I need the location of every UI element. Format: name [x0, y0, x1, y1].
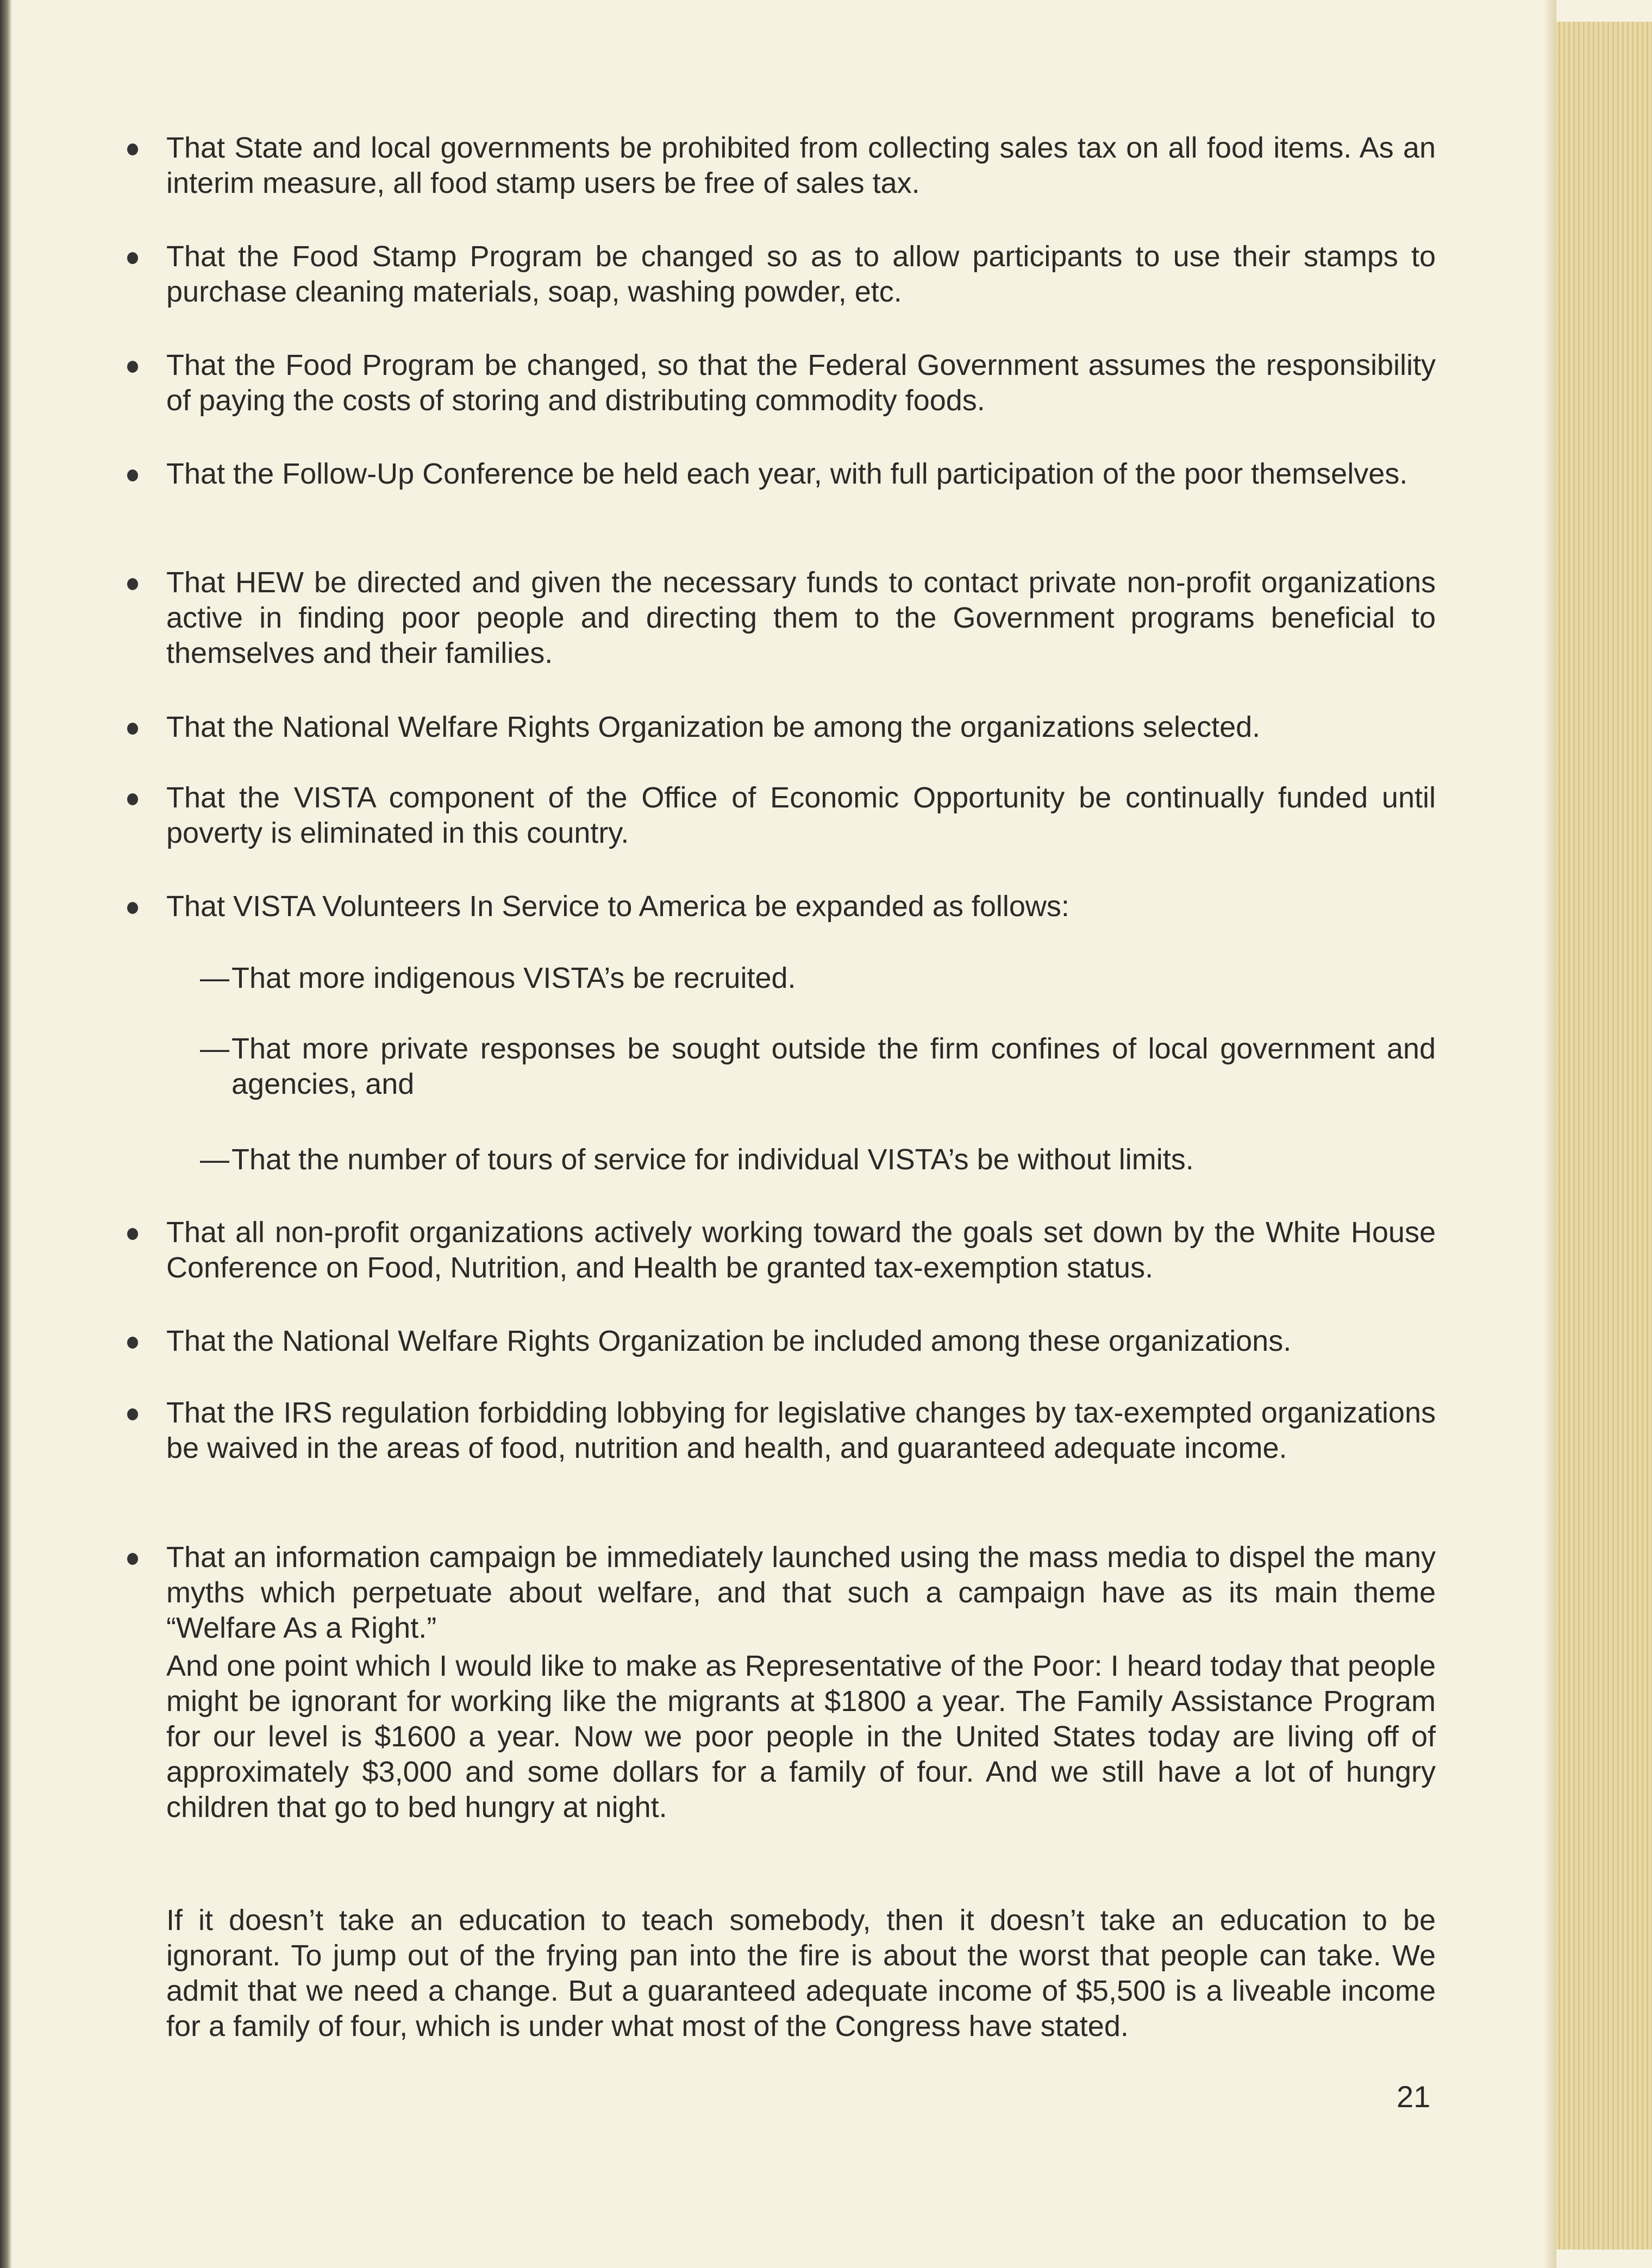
bullet-text: That the VISTA component of the Office of Economic Opportunity be continually funded until poverty is eliminated in this country.	[166, 781, 1436, 849]
bullet-text: That the IRS regulation forbidding lobbying for legislative changes by tax-exempted organizations be waived in the areas of food, nutrition and health, and guaranteed adequate income.	[166, 1396, 1436, 1464]
bullet-text: That HEW be directed and given the necessary funds to contact private non-profit organizations active in finding poor people and directing them to the Government programs beneficial to themselves and their families.	[166, 566, 1436, 669]
bullet-icon	[127, 793, 138, 805]
bullet-item	[166, 710, 1436, 745]
bullet-item	[166, 456, 1436, 492]
bullet-icon	[127, 469, 138, 481]
bullet-icon	[127, 1553, 138, 1565]
sub-item-text: That the number of tours of service for individual VISTA’s be without limits.	[231, 1143, 1194, 1176]
sub-item	[200, 961, 1436, 996]
bullet-text: That an information campaign be immediately launched using the mass media to dispel the many myths which perpetuate about welfare, and that such a campaign have as its main theme “Welfare As a Right.”	[166, 1541, 1436, 1644]
bullet-icon	[127, 143, 138, 155]
bullet-item	[166, 565, 1436, 671]
bullet-text: That VISTA Volunteers In Service to America be expanded as follows:	[166, 890, 1069, 923]
bullet-item	[166, 1324, 1436, 1359]
page-number: 21	[1397, 2079, 1431, 2114]
bullet-icon	[127, 1408, 138, 1420]
bullet-item	[166, 1215, 1436, 1286]
sub-item-text: That more private responses be sought outside the firm confines of local government and agencies, and	[231, 1032, 1436, 1100]
bullet-text: That the National Welfare Rights Organization be among the organizations selected.	[166, 711, 1261, 743]
bullet-icon	[127, 723, 138, 735]
bullet-text: That the Follow-Up Conference be held each year, with full participation of the poor themselves.	[166, 458, 1408, 490]
bullet-text: That the National Welfare Rights Organization be included among these organizations.	[166, 1325, 1292, 1357]
dash-marker: —	[200, 1143, 229, 1176]
body-paragraph: And one point which I would like to make as Representative of the Poor: I heard today that people might be ignorant for working like the migrants at $1800 a year. The Family Assistance Program for our level is $1600 a year. Now we poor people in the United States today are living off of approximately $3,000 and some dollars for a family of four. And we still have a lot of hungry children that go to bed hungry at night.	[166, 1650, 1436, 1824]
body-paragraph: If it doesn’t take an education to teach somebody, then it doesn’t take an education to be ignorant. To jump out of the frying pan into the fire is about the worst that people can take. We admit that we need a change. But a guaranteed adequate income of $5,500 is a liveable income for a family of four, which is under what most of the Congress have stated.	[166, 1904, 1436, 2043]
bullet-item	[166, 130, 1436, 201]
sub-item	[200, 1031, 1436, 1102]
bullet-icon	[127, 902, 138, 914]
bullet-item	[166, 1540, 1436, 1646]
dash-marker: —	[200, 1032, 229, 1065]
bullet-icon	[127, 578, 138, 590]
bullet-item	[166, 780, 1436, 851]
bullet-item	[166, 239, 1436, 310]
book-binding	[0, 0, 12, 2268]
sub-item	[200, 1142, 1436, 1177]
dash-marker: —	[200, 962, 229, 994]
bullet-icon	[127, 1337, 138, 1349]
bullet-icon	[127, 1228, 138, 1240]
bullet-text: That the Food Stamp Program be changed so as to allow participants to use their stamps to purchase cleaning materials, soap, washing powder, etc.	[166, 240, 1436, 308]
bullet-text: That all non-profit organizations actively working toward the goals set down by the White House Conference on Food, Nutrition, and Health be granted tax-exemption status.	[166, 1216, 1436, 1284]
sub-item-text: That more indigenous VISTA’s be recruited.	[231, 962, 796, 994]
bullet-text: That State and local governments be prohibited from collecting sales tax on all food items. As an interim measure, all food stamp users be free of sales tax.	[166, 131, 1436, 199]
bullet-item	[166, 889, 1436, 924]
page-stack-edge	[1555, 22, 1652, 2250]
bullet-icon	[127, 252, 138, 264]
bullet-item	[166, 1395, 1436, 1466]
bullet-text: That the Food Program be changed, so that the Federal Government assumes the responsibility of paying the costs of storing and distributing commodity foods.	[166, 349, 1436, 417]
page-edge-shadow	[1543, 0, 1556, 2268]
bullet-icon	[127, 361, 138, 373]
bullet-item	[166, 348, 1436, 418]
